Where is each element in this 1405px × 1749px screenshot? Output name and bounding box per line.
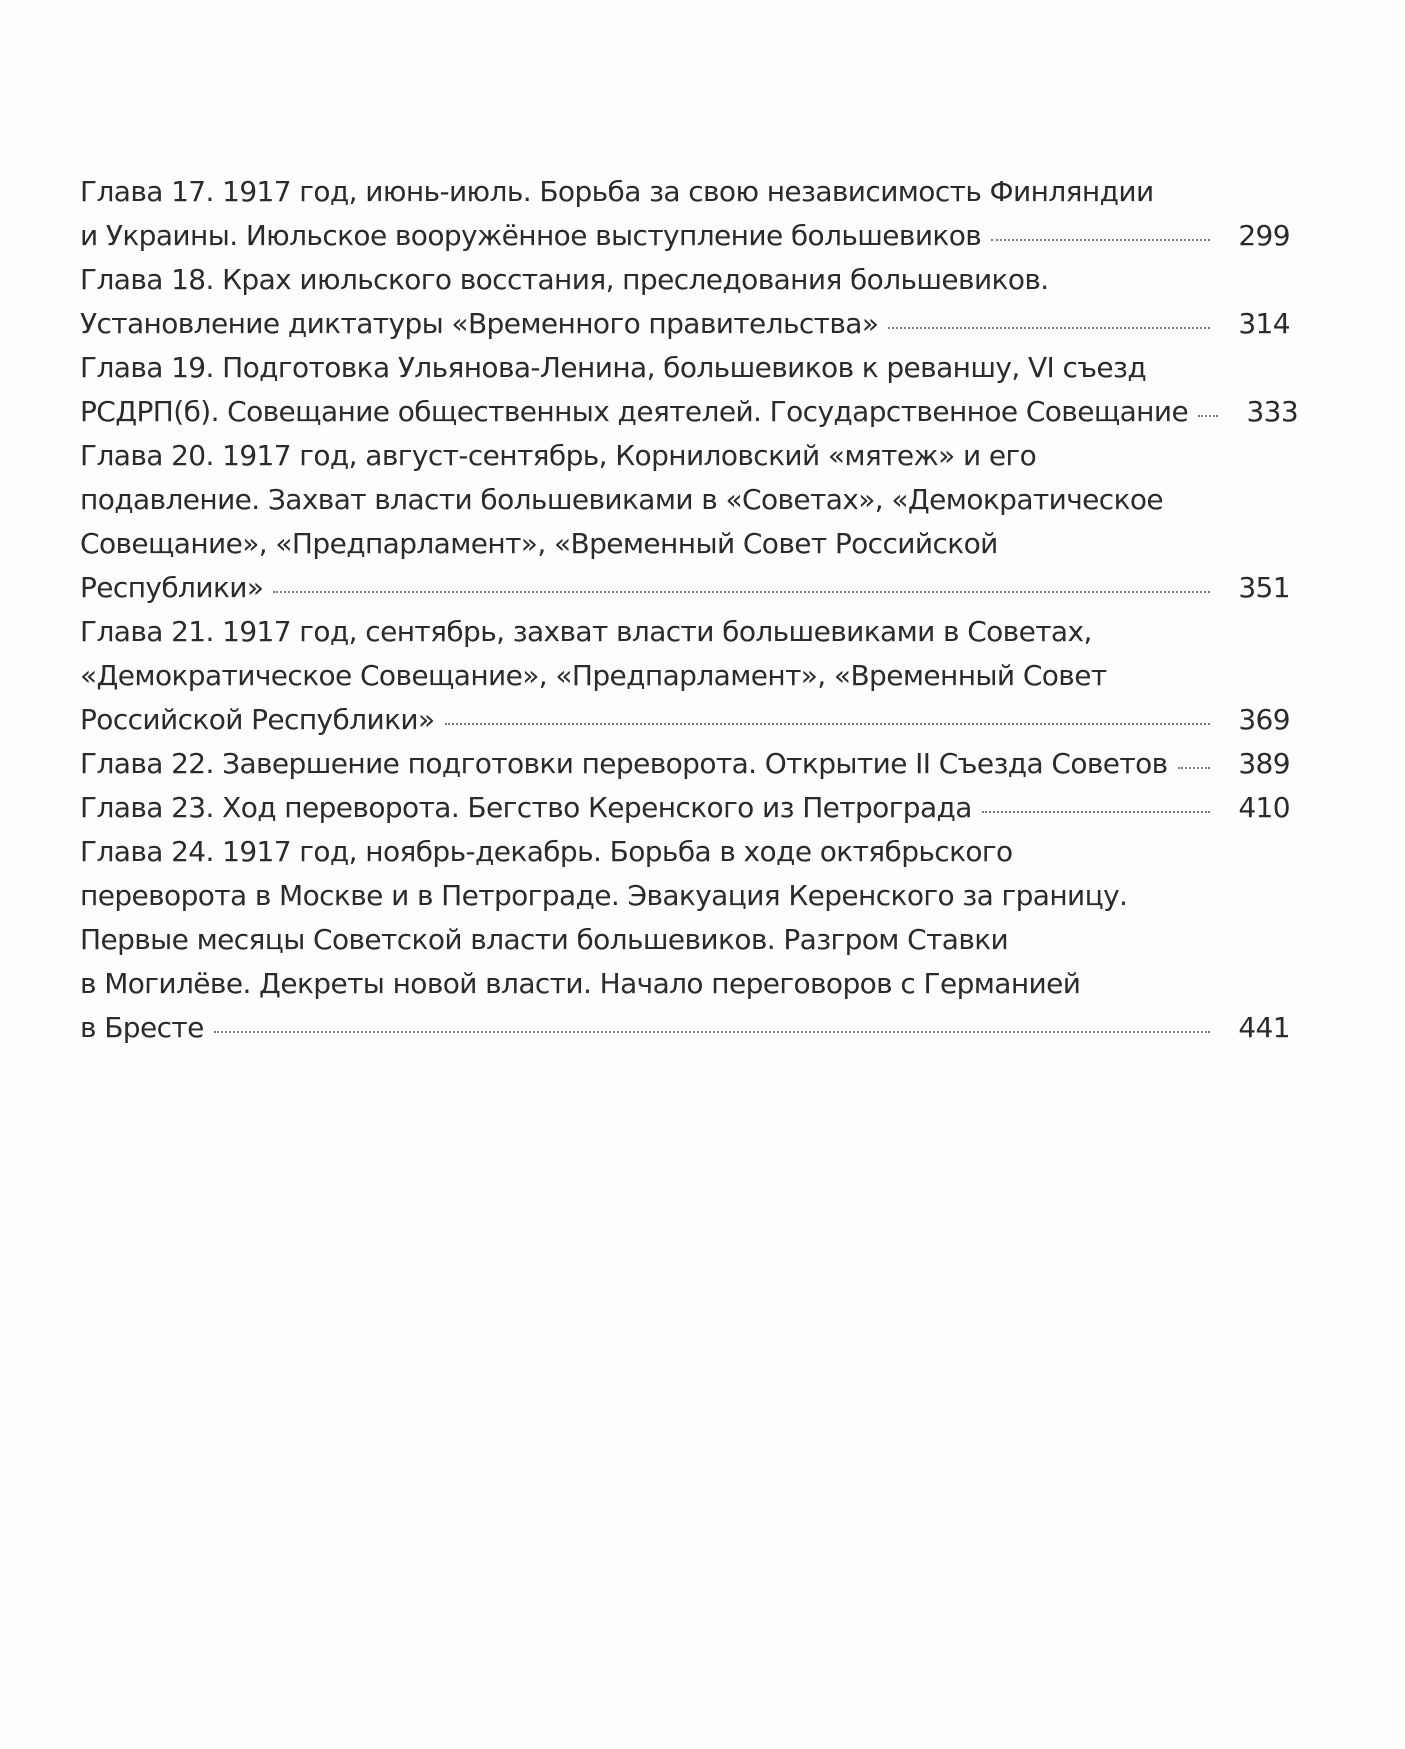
chapter-17-title-line-1: Глава 17. 1917 год, июнь-июль. Борьба за свою независимость Финляндии: [80, 175, 1154, 208]
chapter-19-title-line-1: Глава 19. Подготовка Ульянова-Ленина, большевиков к реваншу, VI съезд: [80, 351, 1147, 384]
chapter-24-page-number: 441: [1238, 1011, 1290, 1044]
chapter-24-title-line-5: в Бресте: [80, 1011, 204, 1044]
toc-line: [80, 258, 1290, 302]
dot-leader: [214, 1031, 1210, 1033]
chapter-22-title-line-1: Глава 22. Завершение подготовки переворота. Открытие II Съезда Советов: [80, 747, 1168, 780]
chapter-21-title-line-2: «Демократическое Совещание», «Предпарламент», «Временный Совет: [80, 659, 1107, 692]
dot-leader: [888, 327, 1210, 329]
toc-line: [80, 654, 1290, 698]
toc-line: [80, 874, 1290, 918]
toc-line: [80, 170, 1290, 214]
chapter-20-page-number: 351: [1238, 571, 1290, 604]
toc-line: [80, 698, 1290, 742]
dot-leader: [273, 591, 1210, 593]
chapter-19-title-line-2: РСДРП(б). Совещание общественных деятелей. Государственное Совещание: [80, 395, 1189, 428]
toc-line: [80, 214, 1290, 258]
chapter-24-title-line-2: переворота в Москве и в Петрограде. Эвакуация Керенского за границу.: [80, 879, 1128, 912]
toc-line: [80, 742, 1290, 786]
table-of-contents: [80, 170, 1299, 1050]
toc-line: [80, 918, 1290, 962]
chapter-19-page-number: 333: [1246, 395, 1299, 428]
toc-line: [80, 478, 1290, 522]
chapter-20-title-line-4: Республики»: [80, 571, 264, 604]
chapter-21-title-line-1: Глава 21. 1917 год, сентябрь, захват власти большевиками в Советах,: [80, 615, 1092, 648]
toc-line: [80, 962, 1290, 1006]
dot-leader: [445, 723, 1210, 725]
chapter-21-title-line-3: Российской Республики»: [80, 703, 435, 736]
chapter-24-title-line-1: Глава 24. 1917 год, ноябрь-декабрь. Борьба в ходе октябрьского: [80, 835, 1013, 868]
chapter-23-page-number: 410: [1238, 791, 1290, 824]
toc-line: [80, 830, 1290, 874]
chapter-17-title-line-2: и Украины. Июльское вооружённое выступление большевиков: [80, 219, 982, 252]
chapter-17-page-number: 299: [1238, 219, 1290, 252]
dot-leader: [1198, 415, 1218, 417]
chapter-20-title-line-1: Глава 20. 1917 год, август-сентябрь, Корниловский «мятеж» и его: [80, 439, 1037, 472]
toc-line: [80, 434, 1290, 478]
dot-leader: [1178, 767, 1210, 769]
toc-line: [80, 786, 1290, 830]
chapter-22-page-number: 389: [1238, 747, 1290, 780]
toc-line: [80, 566, 1290, 610]
toc-line: [80, 390, 1299, 434]
chapter-23-title-line-1: Глава 23. Ход переворота. Бегство Керенского из Петрограда: [80, 791, 972, 824]
chapter-18-title-line-2: Установление диктатуры «Временного правительства»: [80, 307, 879, 340]
dot-leader: [982, 811, 1210, 813]
chapter-20-title-line-3: Совещание», «Предпарламент», «Временный Совет Российской: [80, 527, 998, 560]
toc-line: [80, 610, 1290, 654]
chapter-24-title-line-4: в Могилёве. Декреты новой власти. Начало переговоров с Германией: [80, 967, 1081, 1000]
chapter-18-page-number: 314: [1238, 307, 1290, 340]
chapter-24-title-line-3: Первые месяцы Советской власти большевиков. Разгром Ставки: [80, 923, 1009, 956]
toc-line: [80, 522, 1290, 566]
chapter-21-page-number: 369: [1238, 703, 1290, 736]
chapter-18-title-line-1: Глава 18. Крах июльского восстания, преследования большевиков.: [80, 263, 1049, 296]
toc-line: [80, 346, 1290, 390]
chapter-20-title-line-2: подавление. Захват власти большевиками в «Советах», «Демократическое: [80, 483, 1164, 516]
toc-line: [80, 1006, 1290, 1050]
dot-leader: [991, 239, 1210, 241]
toc-line: [80, 302, 1290, 346]
